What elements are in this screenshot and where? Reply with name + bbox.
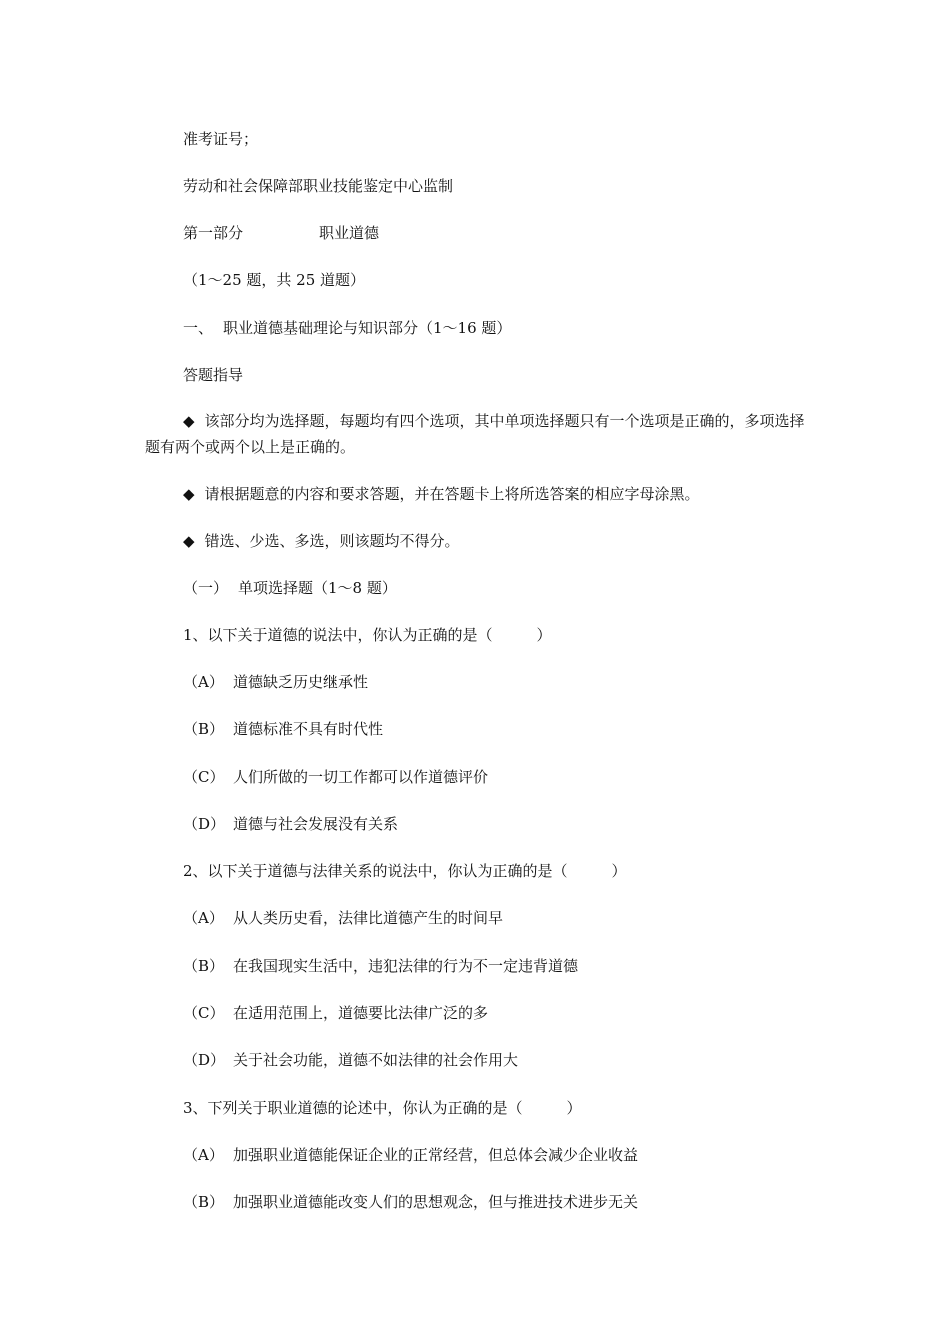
part-heading [183,222,379,244]
option-row [183,1049,518,1071]
option-label: （A） [183,1146,224,1164]
question-close: ） [566,1099,582,1117]
option-text: 加强职业道德能保证企业的正常经营，但总体会减少企业收益 [233,1146,639,1164]
part-name: 第一部分 [183,224,244,242]
option-label: （B） [183,720,225,738]
option-text: 道德与社会发展没有关系 [233,815,399,833]
question-stem [183,860,627,882]
option-row [183,1191,638,1213]
option-row [183,907,503,929]
diamond-bullet-icon: ◆ [183,412,195,430]
option-text: 在适用范围上，道德要比法律广泛的多 [233,1004,489,1022]
section-title: 职业道德基础理论与知识部分（1～16 题） [223,319,512,337]
instruction-item [183,483,700,505]
option-label: （C） [183,1004,225,1022]
option-label: （B） [183,957,225,975]
option-text: 关于社会功能，道德不如法律的社会作用大 [233,1051,519,1069]
diamond-bullet-icon: ◆ [183,532,195,550]
option-row [183,1144,638,1166]
option-text: 加强职业道德能改变人们的思想观念，但与推进技术进步无关 [233,1193,639,1211]
option-row [183,718,383,740]
subsection-heading [183,577,397,599]
part-range: （1～25 题，共 25 道题） [183,271,366,289]
option-label: （B） [183,1193,225,1211]
option-text: 在我国现实生活中，违犯法律的行为不一定违背道德 [233,957,579,975]
question-close: ） [536,626,552,644]
instruction-item [145,408,810,460]
option-row [183,1002,488,1024]
instruction-text: 请根据题意的内容和要求答题，并在答题卡上将所选答案的相应字母涂黑。 [204,485,700,503]
option-row [183,671,368,693]
exam-id-label: 准考证号； [183,130,259,148]
option-label: （D） [183,1051,226,1069]
option-row [183,766,488,788]
instruction-text: 该部分均为选择题，每题均有四个选项，其中单项选择题只有一个选项是正确的，多项选择题有两个或两个以上是正确的。 [145,412,805,456]
part-title: 职业道德 [319,224,380,242]
subsection-number: （一） [183,579,229,597]
option-label: （C） [183,768,225,786]
instructions-heading: 答题指导 [183,366,244,384]
option-row [183,813,398,835]
question-text: 3、下列关于职业道德的论述中，你认为正确的是（ [183,1099,523,1117]
question-text: 1、以下关于道德的说法中，你认为正确的是（ [183,626,493,644]
option-label: （D） [183,815,226,833]
option-text: 从人类历史看，法律比道德产生的时间早 [233,909,504,927]
supervisor-line: 劳动和社会保障部职业技能鉴定中心监制 [183,177,454,195]
question-close: ） [611,862,627,880]
option-row [183,955,578,977]
option-label: （A） [183,909,224,927]
question-stem [183,1097,582,1119]
question-text: 2、以下关于道德与法律关系的说法中，你认为正确的是（ [183,862,568,880]
option-label: （A） [183,673,224,691]
option-text: 道德标准不具有时代性 [233,720,384,738]
option-text: 人们所做的一切工作都可以作道德评价 [233,768,489,786]
question-stem [183,624,552,646]
diamond-bullet-icon: ◆ [183,485,195,503]
option-text: 道德缺乏历史继承性 [233,673,369,691]
instruction-text: 错选、少选、多选，则该题均不得分。 [204,532,460,550]
section-number: 一、 [183,319,214,337]
instruction-item [183,530,460,552]
section-heading [183,317,511,339]
subsection-title: 单项选择题（1～8 题） [238,579,397,597]
